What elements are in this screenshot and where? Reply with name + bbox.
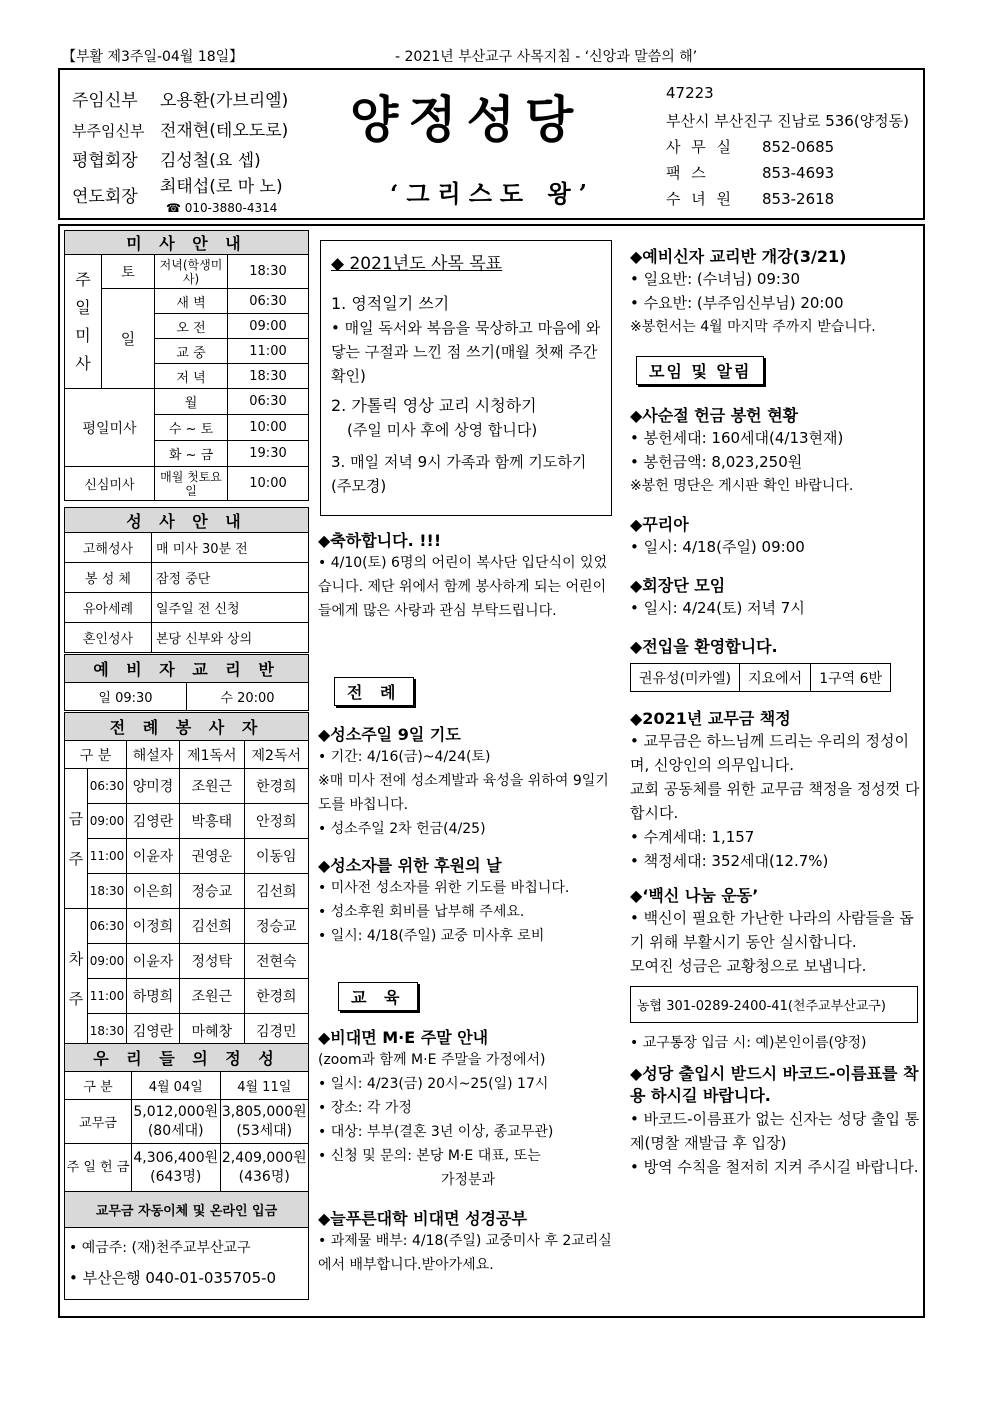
liturgy-section — [318, 677, 618, 948]
dues-title: ◆2021년 교무금 책정 — [630, 709, 791, 728]
goal-1-desc: • 매일 독서와 복음을 묵상하고 마음에 와닿는 구절과 느낀 점 쓰기(매월 첫째 주간 확인) — [331, 319, 601, 385]
fax: 팩 스 853-4693 — [666, 164, 835, 182]
offerings-header: 구 분 — [65, 1072, 132, 1100]
this-week-label: 금 주 — [65, 769, 88, 909]
offering-cell: 2,409,000원 (436명) — [220, 1144, 309, 1192]
congrats-body: • 4/10(토) 6명의 어린이 복사단 입단식이 있었습니다. 제단 위에서 함께 봉사하게 되는 어린이들에게 많은 사랑과 관심 부탁드립니다. — [318, 555, 608, 619]
notices-section — [630, 356, 920, 1179]
weekday-row-time: 19:30 — [228, 441, 309, 467]
catechumen-notice-title: ◆예비신자 교리반 개강(3/21) — [630, 247, 847, 266]
congrats-section — [318, 528, 618, 623]
lent-line: ※봉헌 명단은 게시판 확인 바랍니다. — [630, 478, 854, 494]
server-name: 전현숙 — [244, 944, 308, 979]
vaccine-line: • 백신이 필요한 가난한 나라의 사람들을 돕기 위해 부활시기 동안 실시합니다. — [630, 909, 914, 951]
server-name: 한경희 — [244, 979, 308, 1014]
lent-title: ◆사순절 헌금 봉헌 현황 — [630, 406, 799, 425]
server-name: 권영운 — [180, 839, 244, 874]
catechumen-title: 예 비 자 교 리 반 — [65, 655, 309, 683]
barcode-line: • 바코드-이름표가 없는 신자는 성당 출입 통제(명찰 재발급 후 입장) — [630, 1110, 920, 1152]
bank-info — [65, 1228, 309, 1300]
servers-header: 제1독서 — [180, 741, 244, 769]
account-box — [630, 986, 918, 1023]
sacrament-value: 매 미사 30분 전 — [152, 533, 309, 563]
deposit-note: • 교구통장 입금 시: 예)본인이름(양정) — [630, 1035, 867, 1051]
sun-row-label: 교 중 — [155, 339, 228, 364]
server-name: 양미경 — [127, 769, 180, 804]
staff-assistant: 부주임신부 전재현(테오도로) — [72, 121, 289, 141]
support-line: • 일시: 4/18(주일) 교중 미사후 로비 — [318, 928, 545, 944]
offering-cell: 3,805,000원 (53세대) — [220, 1100, 309, 1144]
me-line: • 신청 및 문의: 본당 M·E 대표, 또는 — [318, 1148, 541, 1164]
goals-title: ◆ 2021년도 사목 목표 — [331, 254, 503, 274]
server-name: 안정희 — [244, 804, 308, 839]
servers-table — [64, 712, 309, 1049]
catechumen-notice — [630, 244, 920, 339]
education-section — [318, 982, 618, 1277]
offerings-row-label: 교무금 — [65, 1100, 132, 1144]
sacrament-value: 본당 신부와 상의 — [152, 623, 309, 653]
welcome-title: ◆전입을 환영합니다. — [630, 637, 778, 656]
me-line: • 장소: 각 가정 — [318, 1100, 412, 1116]
welcome-cell: 권유성(미카엘) — [631, 664, 740, 692]
servers-header: 구 분 — [65, 741, 127, 769]
auto-transfer-title: 교무금 자동이체 및 온라인 입금 — [65, 1192, 309, 1228]
server-name: 정승교 — [180, 874, 244, 909]
server-name: 박흥태 — [180, 804, 244, 839]
weekday-row-time: 06:30 — [228, 389, 309, 415]
offerings-table — [64, 1043, 309, 1300]
welcome-table — [630, 663, 891, 692]
me-line: • 일시: 4/23(금) 20시~25(일) 17시 — [318, 1076, 549, 1092]
sun-row-time: 18:30 — [228, 364, 309, 389]
saturday-time-label: 저녁(학생미사) — [155, 255, 228, 289]
offering-cell: 4,306,400원 (643명) — [132, 1144, 221, 1192]
vaccine-line: 모여진 성금은 교황청으로 보냅니다. — [630, 957, 867, 975]
staff-funeral: 연도회장 최태섭(로 마 노) ☎ 010-3880-4314 — [72, 177, 283, 215]
server-time: 18:30 — [88, 874, 127, 909]
diocese-motto: - 2021년 부산교구 사목지침 - ‘신앙과 말씀의 해’ — [395, 49, 698, 65]
server-time: 11:00 — [88, 839, 127, 874]
sacraments-table — [64, 507, 309, 653]
support-line: • 미사전 성소자를 위한 기도를 바칩니다. — [318, 880, 570, 896]
novena-line: • 성소주일 2차 헌금(4/25) — [318, 821, 486, 837]
account-holder: • 예금주: (재)천주교부산교구 — [69, 1240, 251, 1256]
issue-date: 【부활 제3주일-04월 18일】 — [62, 49, 244, 65]
sun-row-label: 새 벽 — [155, 289, 228, 314]
server-time: 11:00 — [88, 979, 127, 1014]
server-name: 조원근 — [180, 979, 244, 1014]
server-time: 09:00 — [88, 944, 127, 979]
curia-line: • 일시: 4/18(주일) 09:00 — [630, 538, 805, 556]
server-name: 이윤자 — [127, 839, 180, 874]
devotional-mass-day: 매월 첫토요일 — [155, 467, 228, 501]
server-name: 이동임 — [244, 839, 308, 874]
server-name: 이윤자 — [127, 944, 180, 979]
street-address: 부산시 부산진구 진남로 536(양정동) — [666, 112, 910, 130]
staff-council: 평협회장 김성철(요 셉) — [72, 151, 261, 171]
offering-cell: 5,012,000원 (80세대) — [132, 1100, 221, 1144]
servers-header: 해설자 — [127, 741, 180, 769]
me-line: 가정분과 — [440, 1172, 496, 1188]
council-title: ◆회장단 모임 — [630, 576, 726, 595]
education-tag: 교 육 — [338, 982, 418, 1011]
server-name: 김선희 — [244, 874, 308, 909]
barcode-line: • 방역 수칙을 철저히 지켜 주시길 바랍니다. — [630, 1158, 919, 1176]
server-name: 김영란 — [127, 804, 180, 839]
mass-title: 미 사 안 내 — [65, 231, 309, 255]
bible-body: • 과제물 배부: 4/18(주일) 교중미사 후 2교리실에서 배부합니다.받아가세요. — [318, 1233, 612, 1273]
offerings-row-label: 주 일 헌 금 — [65, 1144, 132, 1192]
sacrament-value: 일주일 전 신청 — [152, 593, 309, 623]
phone: ☎ 010-3880-4314 — [166, 201, 278, 215]
server-name: 정성탁 — [180, 944, 244, 979]
sacraments-title: 성 사 안 내 — [65, 508, 309, 533]
sacrament-label: 봉 성 체 — [65, 563, 152, 593]
sunday-mass-label: 주 일 미 사 — [65, 255, 102, 389]
novena-title: ◆성소주일 9일 기도 — [318, 725, 461, 744]
server-time: 09:00 — [88, 804, 127, 839]
weekday-row-label: 화 ~ 금 — [155, 441, 228, 467]
next-week-label: 차 주 — [65, 909, 88, 1049]
me-title: ◆비대면 M·E 주말 안내 — [318, 1028, 489, 1047]
server-name: 조원근 — [180, 769, 244, 804]
zip-code: 47223 — [666, 84, 714, 102]
server-name: 김영란 — [127, 1014, 180, 1049]
council-line: • 일시: 4/24(토) 저녁 7시 — [630, 599, 805, 617]
me-line: (zoom과 함께 M·E 주말을 가정에서) — [318, 1052, 546, 1068]
catechumen-notice-line: • 일요반: (수녀님) 09:30 — [630, 270, 801, 288]
sun-row-time: 11:00 — [228, 339, 309, 364]
server-name: 이은희 — [127, 874, 180, 909]
parish-subtitle: ‘그리스도 왕’ — [390, 179, 595, 208]
staff-pastor: 주임신부 오용환(가브리엘) — [72, 91, 289, 111]
servers-title: 전 례 봉 사 자 — [65, 713, 309, 741]
lent-line: • 봉헌금액: 8,023,250원 — [630, 453, 803, 471]
goal-2: 2. 가톨릭 영상 교리 시청하기 — [331, 396, 537, 415]
barcode-title: ◆성당 출입시 받드시 바코드-이름표를 착용 하시길 바랍니다. — [630, 1064, 919, 1105]
weekday-row-label: 수 ~ 토 — [155, 415, 228, 441]
dues-line: • 교무금은 하느님께 드리는 우리의 정성이며, 신앙인의 의무입니다. — [630, 732, 910, 774]
congrats-title: ◆축하합니다. !!! — [318, 531, 442, 550]
vaccine-title: ◆‘백신 나눔 운동’ — [630, 886, 759, 905]
sun-row-time: 06:30 — [228, 289, 309, 314]
server-time: 18:30 — [88, 1014, 127, 1049]
dues-line: • 수계세대: 1,157 — [630, 828, 755, 846]
catechumen-notice-line: • 수요반: (부주임신부님) 20:00 — [630, 294, 844, 312]
offerings-title: 우 리 들 의 정 성 — [65, 1044, 309, 1072]
sacrament-label: 고해성사 — [65, 533, 152, 563]
liturgy-tag: 전 례 — [334, 677, 414, 706]
weekday-row-label: 월 — [155, 389, 228, 415]
server-time: 06:30 — [88, 769, 127, 804]
goal-3: 3. 매일 저녁 9시 가족과 함께 기도하기(주모경) — [331, 453, 587, 495]
sun-row-label: 오 전 — [155, 314, 228, 339]
catechumen-table — [64, 654, 309, 711]
sunday-label: 일 — [102, 289, 155, 389]
bank-account: • 부산은행 040-01-035705-0 — [69, 1269, 277, 1287]
server-name: 한경희 — [244, 769, 308, 804]
goal-1: 1. 영적일기 쓰기 — [331, 294, 450, 313]
mass-table — [64, 230, 309, 501]
catechumen-wednesday: 수 20:00 — [187, 683, 309, 711]
welcome-cell: 지요에서 — [740, 664, 811, 692]
server-name: 김선희 — [180, 909, 244, 944]
saturday-label: 토 — [102, 255, 155, 289]
server-name: 이정희 — [127, 909, 180, 944]
server-time: 06:30 — [88, 909, 127, 944]
sacrament-label: 유아세례 — [65, 593, 152, 623]
server-name: 김경민 — [244, 1014, 308, 1049]
parish-name: 양정성당 — [350, 90, 584, 149]
offerings-header: 4월 11일 — [220, 1072, 309, 1100]
sacrament-label: 혼인성사 — [65, 623, 152, 653]
welcome-cell: 1구역 6반 — [811, 664, 891, 692]
novena-line: ※매 미사 전에 성소계발과 육성을 위하여 9일기도를 바칩니다. — [318, 773, 609, 813]
pastoral-goals-box — [320, 240, 612, 516]
server-name: 정승교 — [244, 909, 308, 944]
me-line: • 대상: 부부(결혼 3년 이상, 종교무관) — [318, 1124, 554, 1140]
novena-line: • 기간: 4/16(금)~4/24(토) — [318, 749, 491, 765]
dues-line: • 책정세대: 352세대(12.7%) — [630, 852, 829, 870]
devotional-mass-label: 신심미사 — [65, 467, 155, 501]
saturday-time: 18:30 — [228, 255, 309, 289]
devotional-mass-time: 10:00 — [228, 467, 309, 501]
server-name: 하명희 — [127, 979, 180, 1014]
support-title: ◆성소자를 위한 후원의 날 — [318, 856, 502, 875]
offerings-header: 4월 04일 — [132, 1072, 221, 1100]
account-number: 농협 301-0289-2400-41(천주교부산교구) — [637, 999, 886, 1014]
catechumen-sunday: 일 09:30 — [65, 683, 187, 711]
weekday-mass-label: 평일미사 — [65, 389, 155, 467]
sun-row-time: 09:00 — [228, 314, 309, 339]
lent-line: • 봉헌세대: 160세대(4/13현재) — [630, 429, 844, 447]
sun-row-label: 저 녁 — [155, 364, 228, 389]
goal-2-desc: (주일 미사 후에 상영 합니다) — [347, 421, 538, 439]
server-name: 마혜창 — [180, 1014, 244, 1049]
masthead — [58, 68, 925, 220]
sisters-phone: 수 녀 원 853-2618 — [666, 190, 835, 208]
office-phone: 사 무 실 852-0685 — [666, 138, 835, 156]
weekday-row-time: 10:00 — [228, 415, 309, 441]
sacrament-value: 잠정 중단 — [152, 563, 309, 593]
servers-header: 제2독서 — [244, 741, 308, 769]
bible-title: ◆늘푸른대학 비대면 성경공부 — [318, 1209, 527, 1228]
notices-tag: 모임 및 알림 — [636, 356, 764, 385]
dues-line: 교회 공동체를 위한 교무금 책정을 정성껏 다합시다. — [630, 780, 920, 822]
catechumen-notice-line: ※봉헌서는 4월 마지막 주까지 받습니다. — [630, 319, 876, 335]
curia-title: ◆꾸리아 — [630, 515, 689, 534]
support-line: • 성소후원 회비를 납부해 주세요. — [318, 904, 525, 920]
